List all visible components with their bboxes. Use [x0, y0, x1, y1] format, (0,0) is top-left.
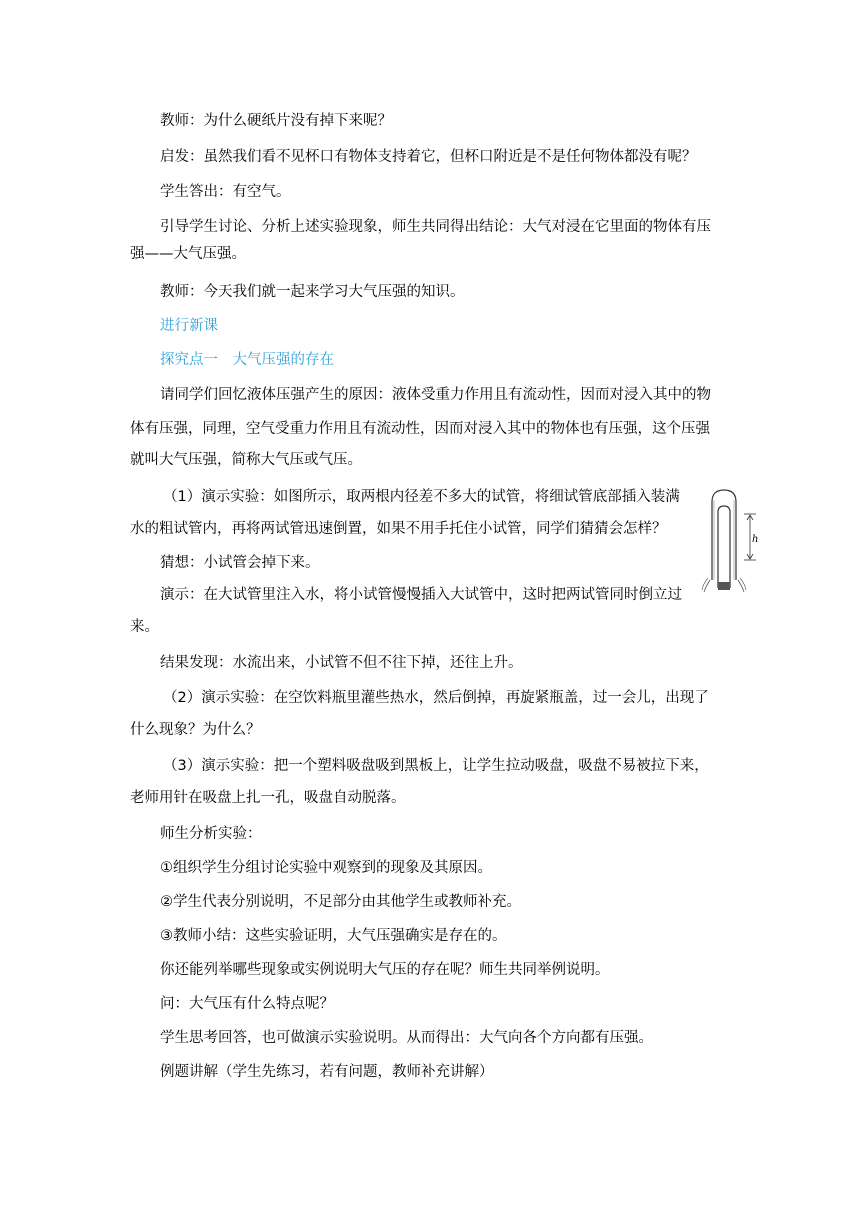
examples-line: 你还能列举哪些现象或实例说明大气压的存在呢？师生共同举例说明。 [160, 962, 610, 978]
teacher-intro-line: 教师：今天我们就一起来学习大气压强的知识。 [160, 284, 465, 300]
student-answer-line: 学生答出：有空气。 [160, 184, 291, 200]
experiment-2-line-cont: 什么现象？为什么？ [130, 722, 261, 738]
analysis-item-2: ②学生代表分别说明，不足部分由其他学生或教师补充。 [160, 894, 521, 910]
guess-line: 猜想：小试管会掉下来。 [160, 555, 320, 571]
experiment-1-line-cont: 水的粗试管内，再将两试管迅速倒置，如果不用手托住小试管，同学们猜猜会怎样？ [130, 521, 667, 537]
section-heading-new-lesson: 进行新课 [160, 318, 218, 334]
guidance-line-cont: 强——大气压强。 [130, 246, 246, 262]
paragraph-line: 就叫大气压强，简称大气压或气压。 [130, 452, 362, 468]
analysis-heading-line: 师生分析实验： [160, 826, 262, 842]
student-think-line: 学生思考回答，也可做演示实验说明。从而得出：大气向各个方向都有压强。 [160, 1030, 653, 1046]
analysis-item-1: ①组织学生分组讨论实验中观察到的现象及其原因。 [160, 860, 492, 876]
section-heading-explore-1: 探究点一 大气压强的存在 [160, 352, 334, 368]
height-label: h [752, 534, 759, 545]
experiment-3-line: （3）演示实验：把一个塑料吸盘吸到黑板上，让学生拉动吸盘，吸盘不易被拉下来， [163, 758, 709, 774]
example-explain-line: 例题讲解（学生先练习，若有问题，教师补充讲解） [160, 1064, 494, 1080]
demo-line-cont: 来。 [130, 619, 159, 635]
analysis-item-3: ③教师小结：这些实验证明，大气压强确实是存在的。 [160, 928, 507, 944]
experiment-2-line: （2）演示实验：在空饮料瓶里灌些热水，然后倒掉，再旋紧瓶盖，过一会儿，出现了 [163, 690, 709, 706]
paragraph-line: 请同学们回忆液体压强产生的原因：液体受重力作用且有流动性，因而对浸入其中的物 [160, 387, 711, 403]
paragraph-line: 体有压强，同理，空气受重力作用且有流动性，因而对浸入其中的物体也有压强，这个压强 [130, 421, 710, 437]
hint-line: 启发：虽然我们看不见杯口有物体支持着它，但杯口附近是不是任何物体都没有呢？ [160, 149, 697, 165]
demo-line: 演示：在大试管里注入水，将小试管慢慢插入大试管中，这时把两试管同时倒立过 [160, 587, 682, 603]
test-tube-diagram-icon [700, 482, 766, 594]
result-line: 结果发现：水流出来，小试管不但不往下掉，还往上升。 [160, 655, 523, 671]
experiment-3-line-cont: 老师用针在吸盘上扎一孔，吸盘自动脱落。 [130, 790, 406, 806]
experiment-1-line: （1）演示实验：如图所示，取两根内径差不多大的试管，将细试管底部插入装满 [163, 489, 680, 505]
guidance-line: 引导学生讨论、分析上述实验现象，师生共同得出结论：大气对浸在它里面的物体有压 [160, 219, 711, 235]
question-line: 问：大气压有什么特点呢？ [160, 996, 334, 1012]
teacher-question-line: 教师：为什么硬纸片没有掉下来呢？ [160, 113, 392, 129]
